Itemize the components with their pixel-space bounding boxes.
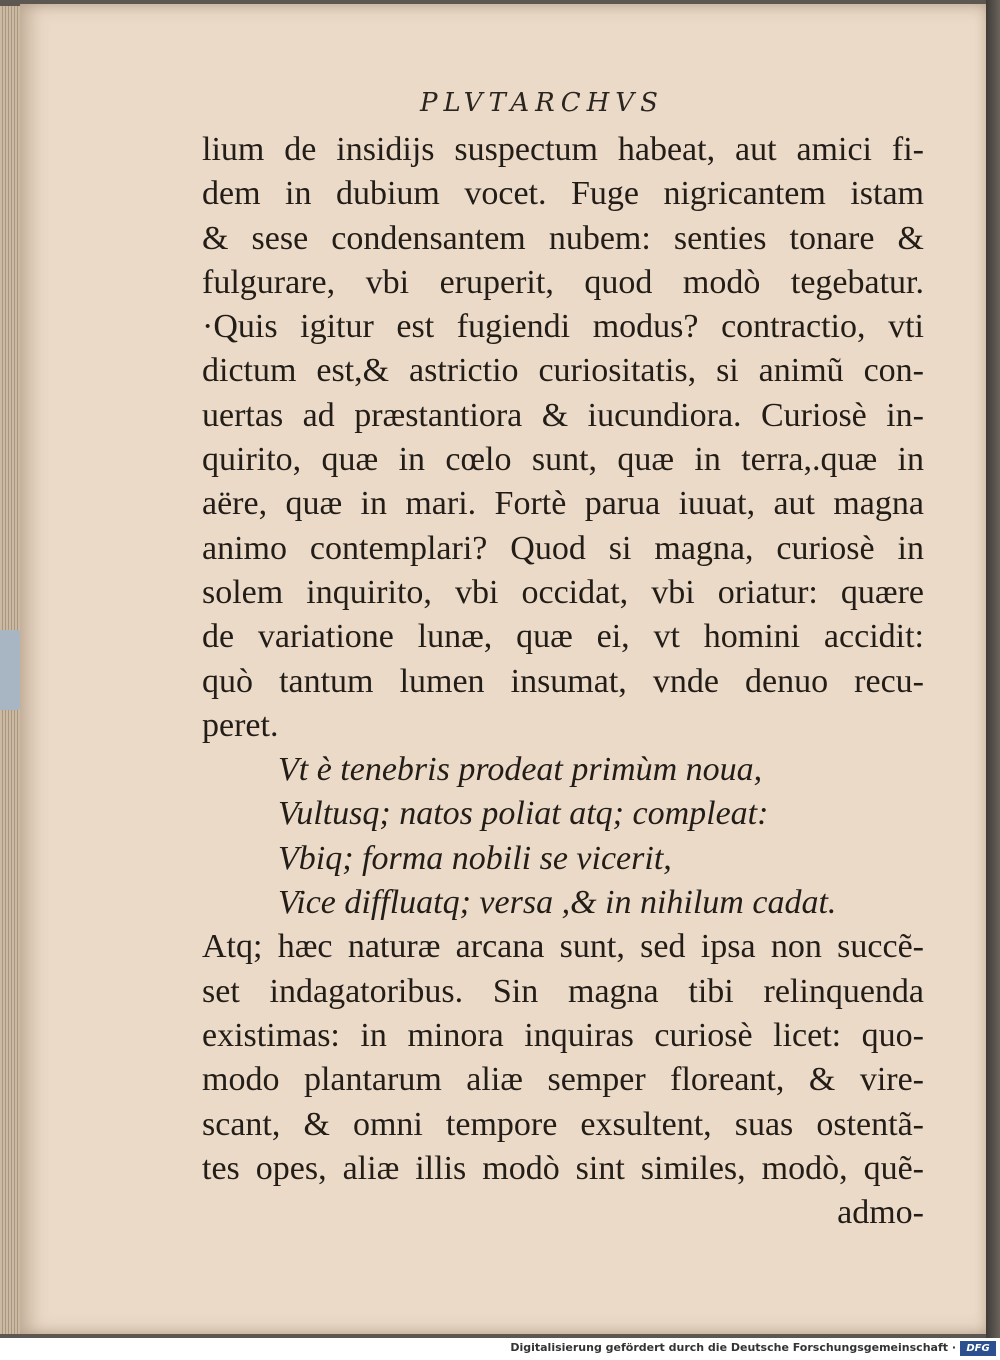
text-line: set indagatoribus. Sin magna tibi relinquenda: [202, 972, 924, 1010]
text-line: aëre, quæ in mari. Fortè parua iuuat, aut magna: [202, 485, 924, 523]
page-gutter-shadow: [986, 0, 1000, 1338]
running-head: PLVTARCHVS: [420, 88, 664, 118]
text-line: uertas ad præstantiora & iucundiora. Curiosè in-: [202, 396, 924, 434]
text-line: ·Quis igitur est fugiendi modus? contractio, vti: [202, 308, 924, 346]
book-page: [20, 4, 988, 1334]
verse-line: Vbiq; forma nobili se vicerit,: [278, 839, 672, 877]
verse-line: Vice diffluatq; versa ,& in nihilum cadat.: [278, 884, 837, 922]
text-line: animo contemplari? Quod si magna, curiosè in: [202, 529, 924, 567]
text-line: dem in dubium vocet. Fuge nigricantem istam: [202, 175, 924, 213]
catchword: admo-: [837, 1194, 924, 1232]
text-line: lium de insidijs suspectum habeat, aut amici fi-: [202, 131, 924, 168]
text-line: quirito, quæ in cœlo sunt, quæ in terra,.quæ in: [202, 441, 924, 479]
text-line: existimas: in minora inquiras curiosè licet: quo-: [202, 1016, 924, 1054]
text-line: dictum est,& astrictio curiositatis, si animũ con-: [202, 352, 924, 390]
text-line: modo plantarum aliæ semper floreant, & vire-: [202, 1061, 924, 1099]
text-line: quò tantum lumen insumat, vnde denuo recu-: [202, 662, 924, 700]
page-text: [202, 128, 924, 1235]
text-line: de variatione lunæ, quæ ei, vt homini accidit:: [202, 618, 924, 656]
text-line: & sese condensantem nubem: senties tonare &: [202, 219, 924, 257]
text-line: fulgurare, vbi eruperit, quod modò tegebatur.: [202, 263, 924, 301]
digitization-footer: [0, 1338, 1000, 1360]
dfg-logo-icon: DFG: [960, 1341, 996, 1356]
text-line: solem inquirito, vbi occidat, vbi oriatur: quære: [202, 573, 924, 611]
text-line: tes opes, aliæ illis modò sint similes, modò, quẽ-: [202, 1149, 924, 1187]
text-line: Atq; hæc naturæ arcana sunt, sed ipsa non succẽ-: [202, 928, 924, 966]
text-line: scant, & omni tempore exsultent, suas ostentã-: [202, 1105, 924, 1143]
text-line: peret.: [202, 706, 279, 744]
verse-line: Vultusq; natos poliat atq; compleat:: [278, 795, 769, 833]
funding-credit: Digitalisierung gefördert durch die Deutsche Forschungsgemeinschaft ·: [510, 1341, 956, 1354]
bookmark-tab: [0, 630, 22, 710]
verse-line: Vt è tenebris prodeat primùm noua,: [278, 751, 763, 789]
